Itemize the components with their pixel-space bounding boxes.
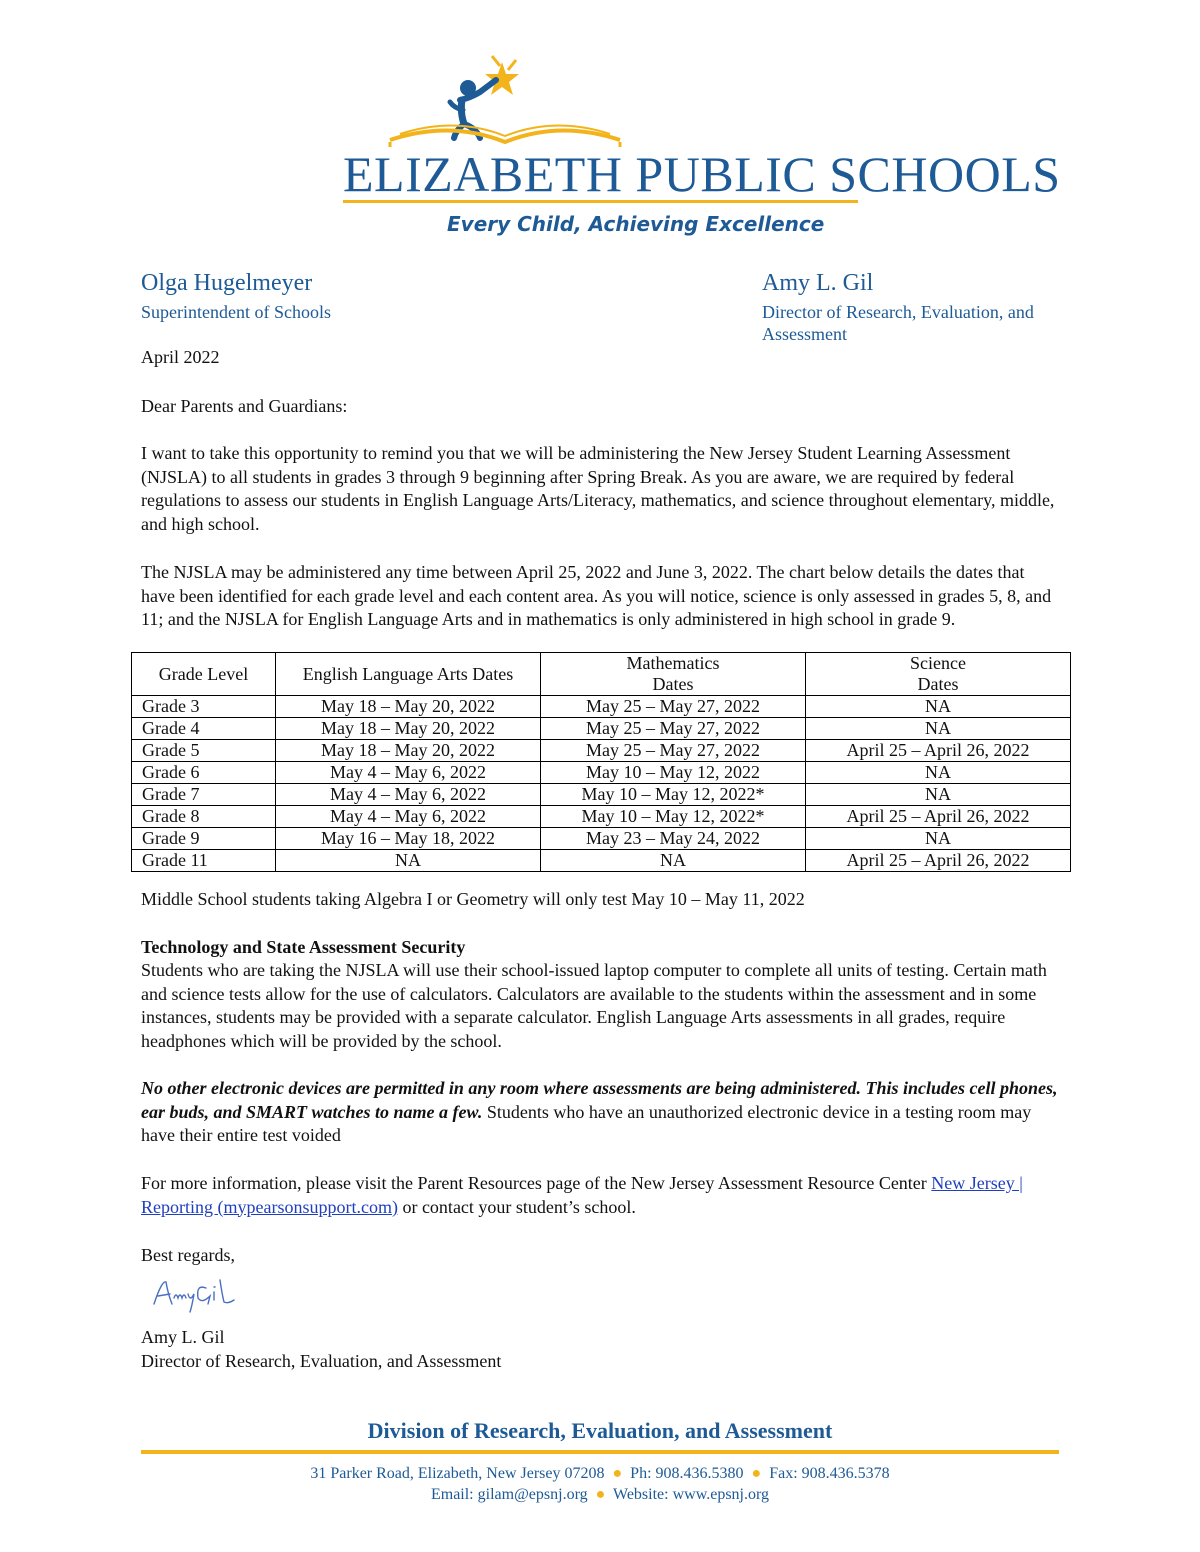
science-cell: NA bbox=[806, 762, 1071, 784]
table-row bbox=[132, 762, 1071, 784]
ela-cell: May 4 – May 6, 2022 bbox=[276, 784, 541, 806]
footer-contact-line1 bbox=[0, 1465, 1200, 1483]
science-cell: April 25 – April 26, 2022 bbox=[806, 806, 1071, 828]
table-row bbox=[132, 696, 1071, 718]
footer-email: Email: gilam@epsnj.org bbox=[430, 1486, 588, 1503]
letter-date: April 2022 bbox=[141, 347, 220, 367]
science-cell: April 25 – April 26, 2022 bbox=[806, 740, 1071, 762]
table-row bbox=[132, 806, 1071, 828]
math-cell: NA bbox=[541, 850, 806, 872]
ela-cell: May 4 – May 6, 2022 bbox=[276, 806, 541, 828]
pearson-support-link[interactable]: New Jersey | Reporting (mypearsonsupport.com) bbox=[141, 1173, 1023, 1217]
header-sci-line1: Science bbox=[910, 653, 966, 673]
table-row bbox=[132, 828, 1071, 850]
header-science-dates bbox=[806, 653, 1071, 696]
science-cell: NA bbox=[806, 784, 1071, 806]
science-cell: NA bbox=[806, 828, 1071, 850]
table-row bbox=[132, 850, 1071, 872]
math-cell: May 23 – May 24, 2022 bbox=[541, 828, 806, 850]
math-cell: May 25 – May 27, 2022 bbox=[541, 740, 806, 762]
signature bbox=[150, 1274, 250, 1319]
grade-cell: Grade 6 bbox=[132, 762, 276, 784]
tech-paragraph: Students who are taking the NJSLA will use their school-issued laptop computer to complete all units of testing. Certain math and science tests allow for the use of calculators. Calculators are available to the students within the assessment and in some instances, students may be provided with a separate calculator. English Language Arts assessments in all grades, require headphones which will be provided by the school. bbox=[141, 960, 1047, 1051]
superintendent-title: Superintendent of Schools bbox=[141, 302, 331, 322]
header-sci-line2: Dates bbox=[917, 674, 959, 694]
footer-division: Division of Research, Evaluation, and Assessment bbox=[367, 1418, 833, 1443]
grade-cell: Grade 8 bbox=[132, 806, 276, 828]
closing: Best regards, bbox=[141, 1245, 235, 1265]
table-note: Middle School students taking Algebra I or Geometry will only test May 10 – May 11, 2022 bbox=[141, 889, 805, 909]
signature-icon bbox=[150, 1274, 250, 1314]
info-after: or contact your student’s school. bbox=[397, 1196, 636, 1217]
ela-cell: May 18 – May 20, 2022 bbox=[276, 740, 541, 762]
superintendent-name: Olga Hugelmeyer bbox=[141, 270, 313, 296]
math-cell: May 25 – May 27, 2022 bbox=[541, 718, 806, 740]
header-grade-level: Grade Level bbox=[132, 653, 276, 696]
grade-cell: Grade 9 bbox=[132, 828, 276, 850]
bullet-icon: ● bbox=[595, 1486, 606, 1503]
footer-address: 31 Parker Road, Elizabeth, New Jersey 07208 bbox=[310, 1465, 605, 1482]
math-cell: May 25 – May 27, 2022 bbox=[541, 696, 806, 718]
footer-divider bbox=[141, 1450, 1059, 1454]
header-math-line2: Dates bbox=[652, 674, 694, 694]
header-math-line1: Mathematics bbox=[626, 653, 720, 673]
table-header-row bbox=[132, 653, 1071, 696]
header-math-dates bbox=[541, 653, 806, 696]
assessment-schedule-table bbox=[131, 652, 1071, 872]
signer-title: Director of Research, Evaluation, and Assessment bbox=[141, 1351, 502, 1371]
grade-cell: Grade 3 bbox=[132, 696, 276, 718]
district-tagline: Every Child, Achieving Excellence bbox=[447, 212, 825, 236]
science-cell: NA bbox=[806, 718, 1071, 740]
table-row bbox=[132, 784, 1071, 806]
footer-contact-line2 bbox=[0, 1486, 1200, 1504]
ela-cell: NA bbox=[276, 850, 541, 872]
science-cell: NA bbox=[806, 696, 1071, 718]
grade-cell: Grade 4 bbox=[132, 718, 276, 740]
footer-phone: Ph: 908.436.5380 bbox=[630, 1465, 744, 1482]
table-row bbox=[132, 740, 1071, 762]
bullet-icon: ● bbox=[612, 1465, 623, 1482]
header-ela-dates: English Language Arts Dates bbox=[276, 653, 541, 696]
schedule-paragraph: The NJSLA may be administered any time between April 25, 2022 and June 3, 2022. The chart below details the dates that have been identified for each grade level and each content area. As you will notice, science is only assessed in grades 5, 8, and 11; and the NJSLA for English Language Arts and in mathematics is only administered in high school in grade 9. bbox=[141, 562, 1052, 630]
district-name: ELIZABETH PUBLIC SCHOOLS bbox=[343, 146, 1061, 202]
director-title-line2: Assessment bbox=[762, 324, 847, 344]
devices-paragraph bbox=[141, 1077, 1061, 1148]
info-paragraph bbox=[141, 1172, 1061, 1219]
salutation: Dear Parents and Guardians: bbox=[141, 396, 348, 416]
science-cell: April 25 – April 26, 2022 bbox=[806, 850, 1071, 872]
math-cell: May 10 – May 12, 2022* bbox=[541, 806, 806, 828]
footer-website: Website: www.epsnj.org bbox=[613, 1486, 770, 1503]
tech-heading: Technology and State Assessment Security bbox=[141, 937, 466, 957]
grade-cell: Grade 7 bbox=[132, 784, 276, 806]
math-cell: May 10 – May 12, 2022 bbox=[541, 762, 806, 784]
bullet-icon: ● bbox=[751, 1465, 762, 1482]
devices-warning: No other electronic devices are permitted in any room where assessments are being administered. This includes cell phones, ear buds, and SMART watches to name a few. bbox=[141, 1078, 1058, 1122]
signer-name: Amy L. Gil bbox=[141, 1327, 225, 1347]
ela-cell: May 4 – May 6, 2022 bbox=[276, 762, 541, 784]
info-text: For more information, please visit the Parent Resources page of the New Jersey Assessment Resource Center bbox=[141, 1173, 927, 1193]
table-row bbox=[132, 718, 1071, 740]
footer-fax: Fax: 908.436.5378 bbox=[769, 1465, 890, 1482]
devices-consequence: Students who have an unauthorized electronic device in a testing room may have their entire test voided bbox=[141, 1101, 1032, 1146]
ela-cell: May 18 – May 20, 2022 bbox=[276, 718, 541, 740]
director-name: Amy L. Gil bbox=[762, 270, 874, 296]
math-cell: May 10 – May 12, 2022* bbox=[541, 784, 806, 806]
grade-cell: Grade 5 bbox=[132, 740, 276, 762]
ela-cell: May 16 – May 18, 2022 bbox=[276, 828, 541, 850]
grade-cell: Grade 11 bbox=[132, 850, 276, 872]
ela-cell: May 18 – May 20, 2022 bbox=[276, 696, 541, 718]
director-title-line1: Director of Research, Evaluation, and bbox=[762, 302, 1034, 322]
intro-paragraph: I want to take this opportunity to remind you that we will be administering the New Jersey Student Learning Assessment (NJSLA) to all students in grades 3 through 9 beginning after Spring Break. As you are aware, we are required by federal regulations to assess our students in English Language Arts/Literacy, mathematics, and science throughout elementary, middle, and high school. bbox=[141, 443, 1055, 534]
